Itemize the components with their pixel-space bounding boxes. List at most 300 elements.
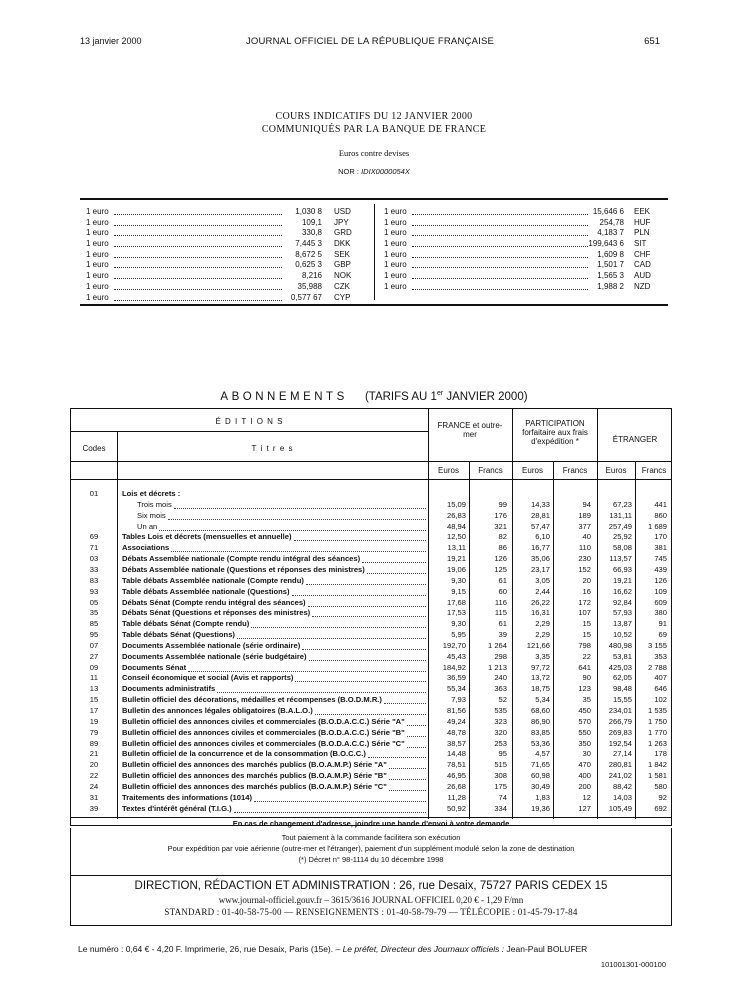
direction-address: DIRECTION, RÉDACTION ET ADMINISTRATION : 26, rue Desaix, 75727 PARIS CEDEX 15	[134, 880, 608, 892]
row-value: 46,95	[446, 771, 466, 781]
row-value: 125	[494, 564, 507, 574]
row-value: 61	[498, 619, 507, 629]
leader-dots	[302, 649, 426, 650]
row-title: Table débats Sénat (Questions)	[122, 630, 235, 640]
rate-row	[86, 218, 358, 229]
leader-dots	[114, 289, 282, 290]
row-value: 280,81	[608, 760, 632, 770]
leader-dots	[389, 779, 426, 780]
row-value: 90	[582, 673, 591, 683]
issue-date: 13 janvier 2000	[80, 36, 142, 46]
row-title: Lois et décrets :	[122, 489, 181, 498]
row-code: 24	[89, 781, 99, 791]
row-value: 580	[654, 781, 667, 791]
leader-dots	[367, 573, 426, 574]
row-code: 11	[90, 673, 98, 683]
row-value: 121,66	[526, 640, 550, 650]
address-change-notice: En cas de changement d'adresse, joindre une bande d'envoi à votre demande	[232, 819, 510, 828]
nor-label: NOR :	[338, 167, 359, 176]
row-title: Traitements des informations (1014)	[122, 792, 252, 802]
row-value: 4,57	[535, 749, 550, 759]
cours-title-line2: COMMUNIQUÉS PAR LA BANQUE DE FRANCE	[261, 124, 487, 135]
info-line2: Pour expédition par voie aérienne (outre-mer et l'étranger), paiement d'un supplément modulé selon la zone de destination	[167, 844, 575, 853]
row-value: 9,30	[451, 619, 466, 629]
row-value: 102	[654, 695, 667, 705]
row-value: 15,55	[612, 695, 632, 705]
row-value: 320	[494, 727, 507, 737]
row-code: 31	[89, 792, 99, 802]
rate-value: 8,216	[301, 271, 322, 281]
leader-dots	[389, 790, 426, 791]
row-value: 15	[582, 630, 591, 640]
row-value: 450	[578, 706, 591, 715]
leader-dots	[237, 638, 426, 639]
row-value: 175	[494, 781, 507, 791]
row-value: 28,81	[530, 510, 550, 520]
rate-row	[384, 239, 660, 250]
leader-dots	[114, 214, 282, 215]
row-value: 1 581	[647, 771, 667, 781]
rate-row	[384, 271, 660, 282]
rate-value: 1,609 8	[597, 249, 624, 259]
row-title: Un an	[137, 521, 158, 531]
rate-row	[384, 250, 660, 261]
row-title: Table débats Assemblée nationale (Compte rendu)	[122, 575, 304, 585]
table-row	[71, 652, 671, 663]
row-title: Bulletin officiel des annonces civiles et commerciales (B.O.D.A.C.C.) Série "C"	[122, 738, 405, 748]
rate-row	[86, 282, 358, 293]
row-value: 798	[578, 640, 591, 650]
france-header: FRANCE et outre-mer	[437, 421, 503, 439]
row-value: 92	[658, 792, 667, 802]
row-value: 257,49	[608, 521, 632, 531]
row-title: Débats Sénat (Compte rendu intégral des séances)	[122, 597, 306, 607]
rate-value: 0,625 3	[295, 260, 322, 270]
row-value: 641	[578, 662, 591, 672]
row-code: 01	[89, 489, 99, 498]
row-title: Bulletin officiel des annonces des marchés publics (B.O.A.M.P.) Série "A"	[122, 760, 387, 770]
row-value: 126	[494, 554, 507, 564]
row-value: 35	[582, 695, 591, 705]
row-value: 609	[654, 597, 667, 607]
row-value: 71,65	[530, 760, 550, 770]
rate-label: 1 euro	[384, 217, 407, 227]
row-value: 380	[654, 608, 667, 618]
leader-dots	[114, 278, 282, 279]
etranger-header: ÉTRANGER	[612, 435, 658, 444]
leader-dots	[295, 681, 426, 682]
leader-dots	[294, 540, 426, 541]
row-value: 1 689	[647, 521, 667, 531]
page-footer	[78, 944, 670, 954]
row-value: 69	[658, 630, 667, 640]
row-value: 439	[654, 564, 667, 574]
row-value: 14,33	[530, 499, 550, 509]
row-code: 13	[89, 684, 99, 694]
leader-dots	[368, 757, 426, 758]
rate-label: 1 euro	[384, 228, 407, 238]
rate-label: 1 euro	[384, 207, 407, 216]
table-row	[71, 554, 671, 565]
titres-header: T i t r e s	[251, 444, 294, 453]
rate-value: 1,030 8	[295, 207, 322, 216]
table-row	[71, 587, 671, 598]
row-code: 71	[89, 543, 99, 553]
row-title: Bulletin des annonces légales obligatoires (B.A.L.O.)	[122, 706, 313, 715]
leader-dots	[188, 671, 426, 672]
row-value: 2,44	[535, 586, 550, 596]
footer-prefet: Le préfet, Directeur des Journaux officiels :	[342, 944, 507, 954]
leader-dots	[308, 606, 426, 607]
rate-label: 1 euro	[86, 228, 109, 238]
row-value: 55,34	[446, 684, 466, 694]
row-value: 192,70	[442, 640, 466, 650]
unit-euros: Euros	[605, 466, 627, 475]
cours-title-line1: COURS INDICATIFS DU 12 JANVIER 2000	[275, 111, 473, 122]
row-value: 16,31	[530, 608, 550, 618]
row-value: 9,15	[451, 586, 466, 596]
rate-currency: NOK	[334, 271, 352, 281]
row-value: 2,29	[535, 619, 550, 629]
rates-right-column	[384, 207, 660, 293]
leader-dots	[315, 714, 426, 715]
row-value: 152	[578, 564, 591, 574]
rate-row	[384, 260, 660, 271]
rates-left-column	[86, 207, 358, 303]
rate-label: 1 euro	[86, 249, 109, 259]
rate-row	[384, 207, 660, 218]
row-value: 53,81	[612, 651, 632, 661]
row-value: 172	[578, 597, 591, 607]
row-value: 58,08	[612, 543, 632, 553]
row-code: 35	[89, 608, 99, 618]
row-title: Table débats Sénat (Compte rendu)	[122, 619, 250, 629]
row-value: 19,36	[530, 803, 550, 813]
rate-row	[86, 228, 358, 239]
row-value: 19,21	[612, 575, 632, 585]
exchange-rates-table	[80, 198, 668, 306]
leader-dots	[114, 225, 282, 226]
row-value: 15,09	[446, 499, 466, 509]
table-row	[71, 771, 671, 782]
journal-title: JOURNAL OFFICIEL DE LA RÉPUBLIQUE FRANÇAISE	[245, 36, 495, 47]
row-value: 692	[654, 803, 667, 813]
row-value: 86,90	[530, 716, 550, 726]
rate-currency: GRD	[334, 228, 352, 238]
row-value: 30	[582, 749, 591, 759]
row-value: 17,68	[446, 597, 466, 607]
rate-label: 1 euro	[86, 292, 109, 302]
row-value: 240	[494, 673, 507, 683]
row-value: 323	[494, 716, 507, 726]
row-title: Bulletin officiel des annonces civiles et commerciales (B.O.D.A.C.C.) Série "B"	[122, 727, 405, 737]
row-value: 48,78	[446, 727, 466, 737]
rates-divider	[374, 204, 375, 300]
row-title: Bulletin officiel des annonces des marchés publics (B.O.A.M.P.) Série "C"	[122, 781, 387, 791]
row-value: 126	[654, 575, 667, 585]
row-value: 88,42	[612, 781, 632, 791]
leader-dots	[309, 660, 426, 661]
rate-currency: DKK	[334, 239, 351, 249]
leader-dots	[306, 584, 426, 585]
rate-value: 0,577 67	[290, 292, 322, 302]
row-value: 107	[578, 608, 591, 618]
footer-price: Le numéro : 0,64 € - 4,20 F. Imprimerie, 26, rue Desaix, Paris (15e). –	[78, 944, 341, 954]
row-value: 12	[582, 792, 591, 802]
row-value: 377	[578, 521, 591, 531]
row-value: 3,05	[535, 575, 550, 585]
rate-row	[86, 250, 358, 261]
row-code: 09	[89, 662, 99, 672]
row-value: 1 770	[647, 727, 667, 737]
leader-dots	[407, 736, 426, 737]
row-code: 17	[89, 706, 99, 715]
leader-dots	[174, 508, 426, 509]
row-value: 441	[654, 499, 667, 509]
table-row	[71, 598, 671, 609]
row-value: 400	[578, 771, 591, 781]
row-value: 470	[578, 760, 591, 770]
leader-dots	[407, 725, 426, 726]
row-value: 45,43	[446, 651, 466, 661]
leader-dots	[168, 519, 426, 520]
table-row	[71, 728, 671, 739]
row-value: 5,34	[535, 695, 550, 705]
row-value: 535	[494, 706, 507, 715]
grid-line	[71, 431, 428, 432]
row-value: 16,62	[612, 586, 632, 596]
leader-dots	[254, 801, 426, 802]
rate-value: 1,501 7	[597, 260, 624, 270]
row-value: 321	[494, 521, 507, 531]
row-value: 98,48	[612, 684, 632, 694]
table-row	[71, 641, 671, 652]
row-value: 381	[654, 543, 667, 553]
row-code: 15	[89, 695, 99, 705]
row-value: 61	[498, 575, 507, 585]
row-value: 350	[578, 738, 591, 748]
cours-subtitle: Euros contre devises	[338, 148, 410, 158]
leader-dots	[159, 530, 426, 531]
row-value: 25,92	[612, 532, 632, 542]
row-value: 40	[582, 532, 591, 542]
page-header	[80, 36, 660, 50]
table-row	[71, 695, 671, 706]
row-value: 110	[578, 543, 591, 553]
row-value: 1 263	[647, 738, 667, 748]
row-value: 27,14	[612, 749, 632, 759]
row-value: 36,59	[446, 673, 466, 683]
rate-label: 1 euro	[86, 217, 109, 227]
table-row	[71, 522, 671, 533]
row-value: 14,03	[612, 792, 632, 802]
row-value: 480,98	[608, 640, 632, 650]
rate-currency: NZD	[634, 281, 651, 291]
row-code: 03	[89, 554, 99, 564]
rate-value: 109,1	[301, 217, 322, 227]
row-code: 21	[89, 749, 99, 759]
rate-currency: CAD	[634, 260, 651, 270]
subscriptions-table	[70, 408, 672, 826]
row-code: 22	[89, 771, 99, 781]
row-code: 20	[89, 760, 99, 770]
row-value: 745	[654, 554, 667, 564]
table-row	[71, 760, 671, 771]
row-value: 39	[498, 630, 507, 640]
row-title: Bulletin officiel des décorations, médailles et récompenses (B.O.D.M.R.)	[122, 695, 382, 705]
row-value: 23,17	[530, 564, 550, 574]
page-number: 651	[644, 36, 660, 47]
row-value: 92,84	[612, 597, 632, 607]
row-title: Bulletin officiel des annonces des marchés publics (B.O.A.M.P.) Série "B"	[122, 771, 387, 781]
rate-label: 1 euro	[384, 281, 407, 291]
row-value: 200	[578, 781, 591, 791]
row-value: 425,03	[608, 662, 632, 672]
row-value: 53,36	[530, 738, 550, 748]
row-value: 105,49	[608, 803, 632, 813]
rate-value: 8,672 5	[295, 249, 322, 259]
row-value: 26,68	[446, 781, 466, 791]
rate-currency: HUF	[634, 217, 651, 227]
rate-row	[86, 207, 358, 218]
row-title: Conseil économique et social (Avis et rapports)	[122, 673, 294, 683]
row-value: 570	[578, 716, 591, 726]
unit-euros: Euros	[522, 466, 543, 475]
info-line1: Tout paiement à la commande facilitera son exécution	[281, 833, 461, 842]
abonnements-title	[0, 390, 748, 403]
row-value: 363	[494, 684, 507, 694]
editions-header: É D I T I O N S	[215, 417, 284, 426]
row-value: 19,21	[446, 554, 466, 564]
row-code: 93	[89, 586, 99, 596]
row-value: 189	[578, 510, 591, 520]
row-value: 3,35	[535, 651, 550, 661]
row-value: 178	[654, 749, 667, 759]
row-value: 1 842	[647, 760, 667, 770]
table-row	[71, 511, 671, 522]
row-value: 230	[578, 554, 591, 564]
row-value: 13,87	[612, 619, 632, 629]
row-value: 86	[498, 543, 507, 553]
rate-value: 1,988 2	[597, 281, 624, 291]
table-row	[71, 717, 671, 728]
footer-name: Jean-Paul BOLUFER	[506, 944, 588, 954]
rate-value: 1,565 3	[597, 271, 624, 281]
row-value: 67,23	[612, 499, 632, 509]
row-value: 62,05	[612, 673, 632, 683]
rate-value: 330,8	[301, 228, 322, 238]
row-value: 241,02	[608, 771, 632, 781]
row-value: 109	[654, 586, 667, 596]
row-value: 19,06	[446, 564, 466, 574]
rate-label: 1 euro	[86, 239, 109, 249]
table-row	[71, 543, 671, 554]
codes-header: Codes	[82, 444, 106, 453]
row-value: 353	[654, 651, 667, 661]
leader-dots	[114, 246, 282, 247]
table-row	[71, 782, 671, 793]
row-value: 9,30	[451, 575, 466, 585]
row-value: 192,54	[608, 738, 632, 748]
row-value: 91	[658, 619, 667, 629]
row-value: 127	[578, 803, 591, 813]
row-value: 308	[494, 771, 507, 781]
unit-euros: Euros	[438, 466, 459, 475]
row-title: Six mois	[137, 510, 166, 520]
rate-currency: PLN	[634, 228, 650, 238]
table-row	[71, 706, 671, 717]
row-value: 26,22	[530, 597, 550, 607]
rate-value: 15,646 6	[592, 207, 624, 216]
row-code: 83	[89, 575, 99, 585]
leader-dots	[217, 692, 426, 693]
row-title: Débats Assemblée nationale (Compte rendu intégral des séances)	[122, 554, 361, 564]
rate-label: 1 euro	[384, 249, 407, 259]
row-value: 26,83	[446, 510, 466, 520]
table-row	[71, 576, 671, 587]
row-value: 1,83	[535, 792, 550, 802]
row-value: 81,56	[446, 706, 466, 715]
tarifs-sup: er	[436, 390, 444, 397]
row-value: 170	[654, 532, 667, 542]
row-code: 39	[89, 803, 99, 813]
leader-dots	[114, 300, 282, 301]
row-value: 14,48	[446, 749, 466, 759]
row-value: 18,75	[530, 684, 550, 694]
rate-row	[86, 239, 358, 250]
table-row	[71, 793, 671, 804]
rate-value: 199,643 6	[588, 239, 624, 249]
row-value: 11,28	[447, 792, 466, 802]
direction-phones: STANDARD : 01-40-58-75-00 — RENSEIGNEMENTS : 01-40-58-79-79 — TÉLÉCOPIE : 01-45-79-17-84	[164, 907, 578, 917]
leader-dots	[362, 562, 426, 563]
row-value: 253	[494, 738, 507, 748]
row-title: Débats Sénat (Questions et réponses des ministres)	[122, 608, 311, 618]
rate-currency: EEK	[634, 207, 651, 216]
row-value: 2,29	[535, 630, 550, 640]
row-title: Documents Sénat	[122, 662, 187, 672]
leader-dots	[114, 257, 282, 258]
rate-value: 7,445 3	[295, 239, 322, 249]
row-code: 05	[89, 597, 99, 607]
leader-dots	[407, 747, 426, 748]
row-value: 10,52	[612, 630, 632, 640]
row-value: 6,10	[535, 532, 550, 542]
leader-dots	[384, 703, 426, 704]
row-value: 49,24	[446, 716, 466, 726]
row-value: 1 264	[487, 640, 507, 650]
row-value: 234,01	[608, 706, 632, 715]
rate-label: 1 euro	[86, 260, 109, 270]
row-value: 20	[582, 575, 591, 585]
row-code: 89	[89, 738, 99, 748]
row-title: Trois mois	[137, 499, 172, 509]
leader-dots	[292, 595, 426, 596]
info-line3: (*) Décret n° 98-1114 du 10 décembre 1998	[298, 855, 444, 864]
row-code: 79	[89, 727, 99, 737]
row-value: 97,72	[530, 662, 550, 672]
row-code: 07	[89, 640, 99, 650]
row-title: Documents administratifs	[122, 684, 216, 694]
row-code: 19	[89, 716, 99, 726]
table-row	[71, 565, 671, 576]
unit-francs: Francs	[562, 466, 588, 475]
row-title: Documents Assemblée nationale (série budgétaire)	[122, 651, 307, 661]
rate-row	[86, 271, 358, 282]
table-row	[71, 608, 671, 619]
row-value: 13,11	[447, 543, 466, 553]
rate-label: 1 euro	[384, 239, 407, 249]
